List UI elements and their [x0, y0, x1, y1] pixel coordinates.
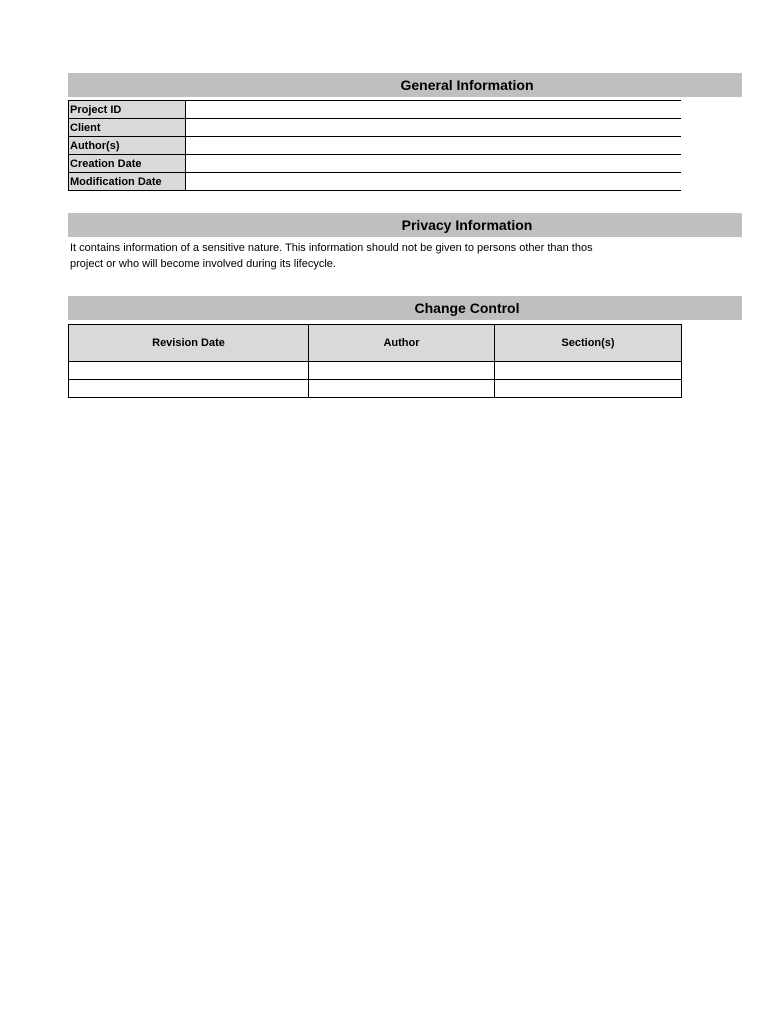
- sections-column-header: Section(s): [495, 325, 682, 362]
- revision-date-cell[interactable]: [69, 362, 309, 380]
- table-row: [69, 101, 682, 119]
- privacy-notice: [70, 240, 681, 272]
- privacy-notice-line-1: It contains information of a sensitive nature. This information should not be given to persons other than thos: [70, 242, 593, 254]
- sections-cell[interactable]: [495, 362, 682, 380]
- creation-date-field[interactable]: [186, 155, 682, 173]
- project-id-label: Project ID: [69, 101, 186, 119]
- creation-date-label: Creation Date: [69, 155, 186, 173]
- modification-date-field[interactable]: [186, 173, 682, 191]
- change-control-header: Change Control: [68, 296, 742, 320]
- privacy-notice-line-2: project or who will become involved during its lifecycle.: [70, 258, 336, 270]
- modification-date-label: Modification Date: [69, 173, 186, 191]
- table-row: [69, 119, 682, 137]
- table-header-row: [69, 325, 682, 362]
- revision-date-column-header: Revision Date: [69, 325, 309, 362]
- table-row: [69, 155, 682, 173]
- sections-cell[interactable]: [495, 380, 682, 398]
- table-row: [69, 173, 682, 191]
- general-information-header: General Information: [68, 73, 742, 97]
- authors-field[interactable]: [186, 137, 682, 155]
- table-row: [69, 137, 682, 155]
- client-field[interactable]: [186, 119, 682, 137]
- authors-label: Author(s): [69, 137, 186, 155]
- table-row: [69, 380, 682, 398]
- author-column-header: Author: [309, 325, 495, 362]
- project-id-field[interactable]: [186, 101, 682, 119]
- revision-date-cell[interactable]: [69, 380, 309, 398]
- change-control-table: [68, 324, 682, 398]
- table-row: [69, 362, 682, 380]
- author-cell[interactable]: [309, 380, 495, 398]
- client-label: Client: [69, 119, 186, 137]
- general-information-table: [68, 100, 681, 191]
- privacy-information-header: Privacy Information: [68, 213, 742, 237]
- author-cell[interactable]: [309, 362, 495, 380]
